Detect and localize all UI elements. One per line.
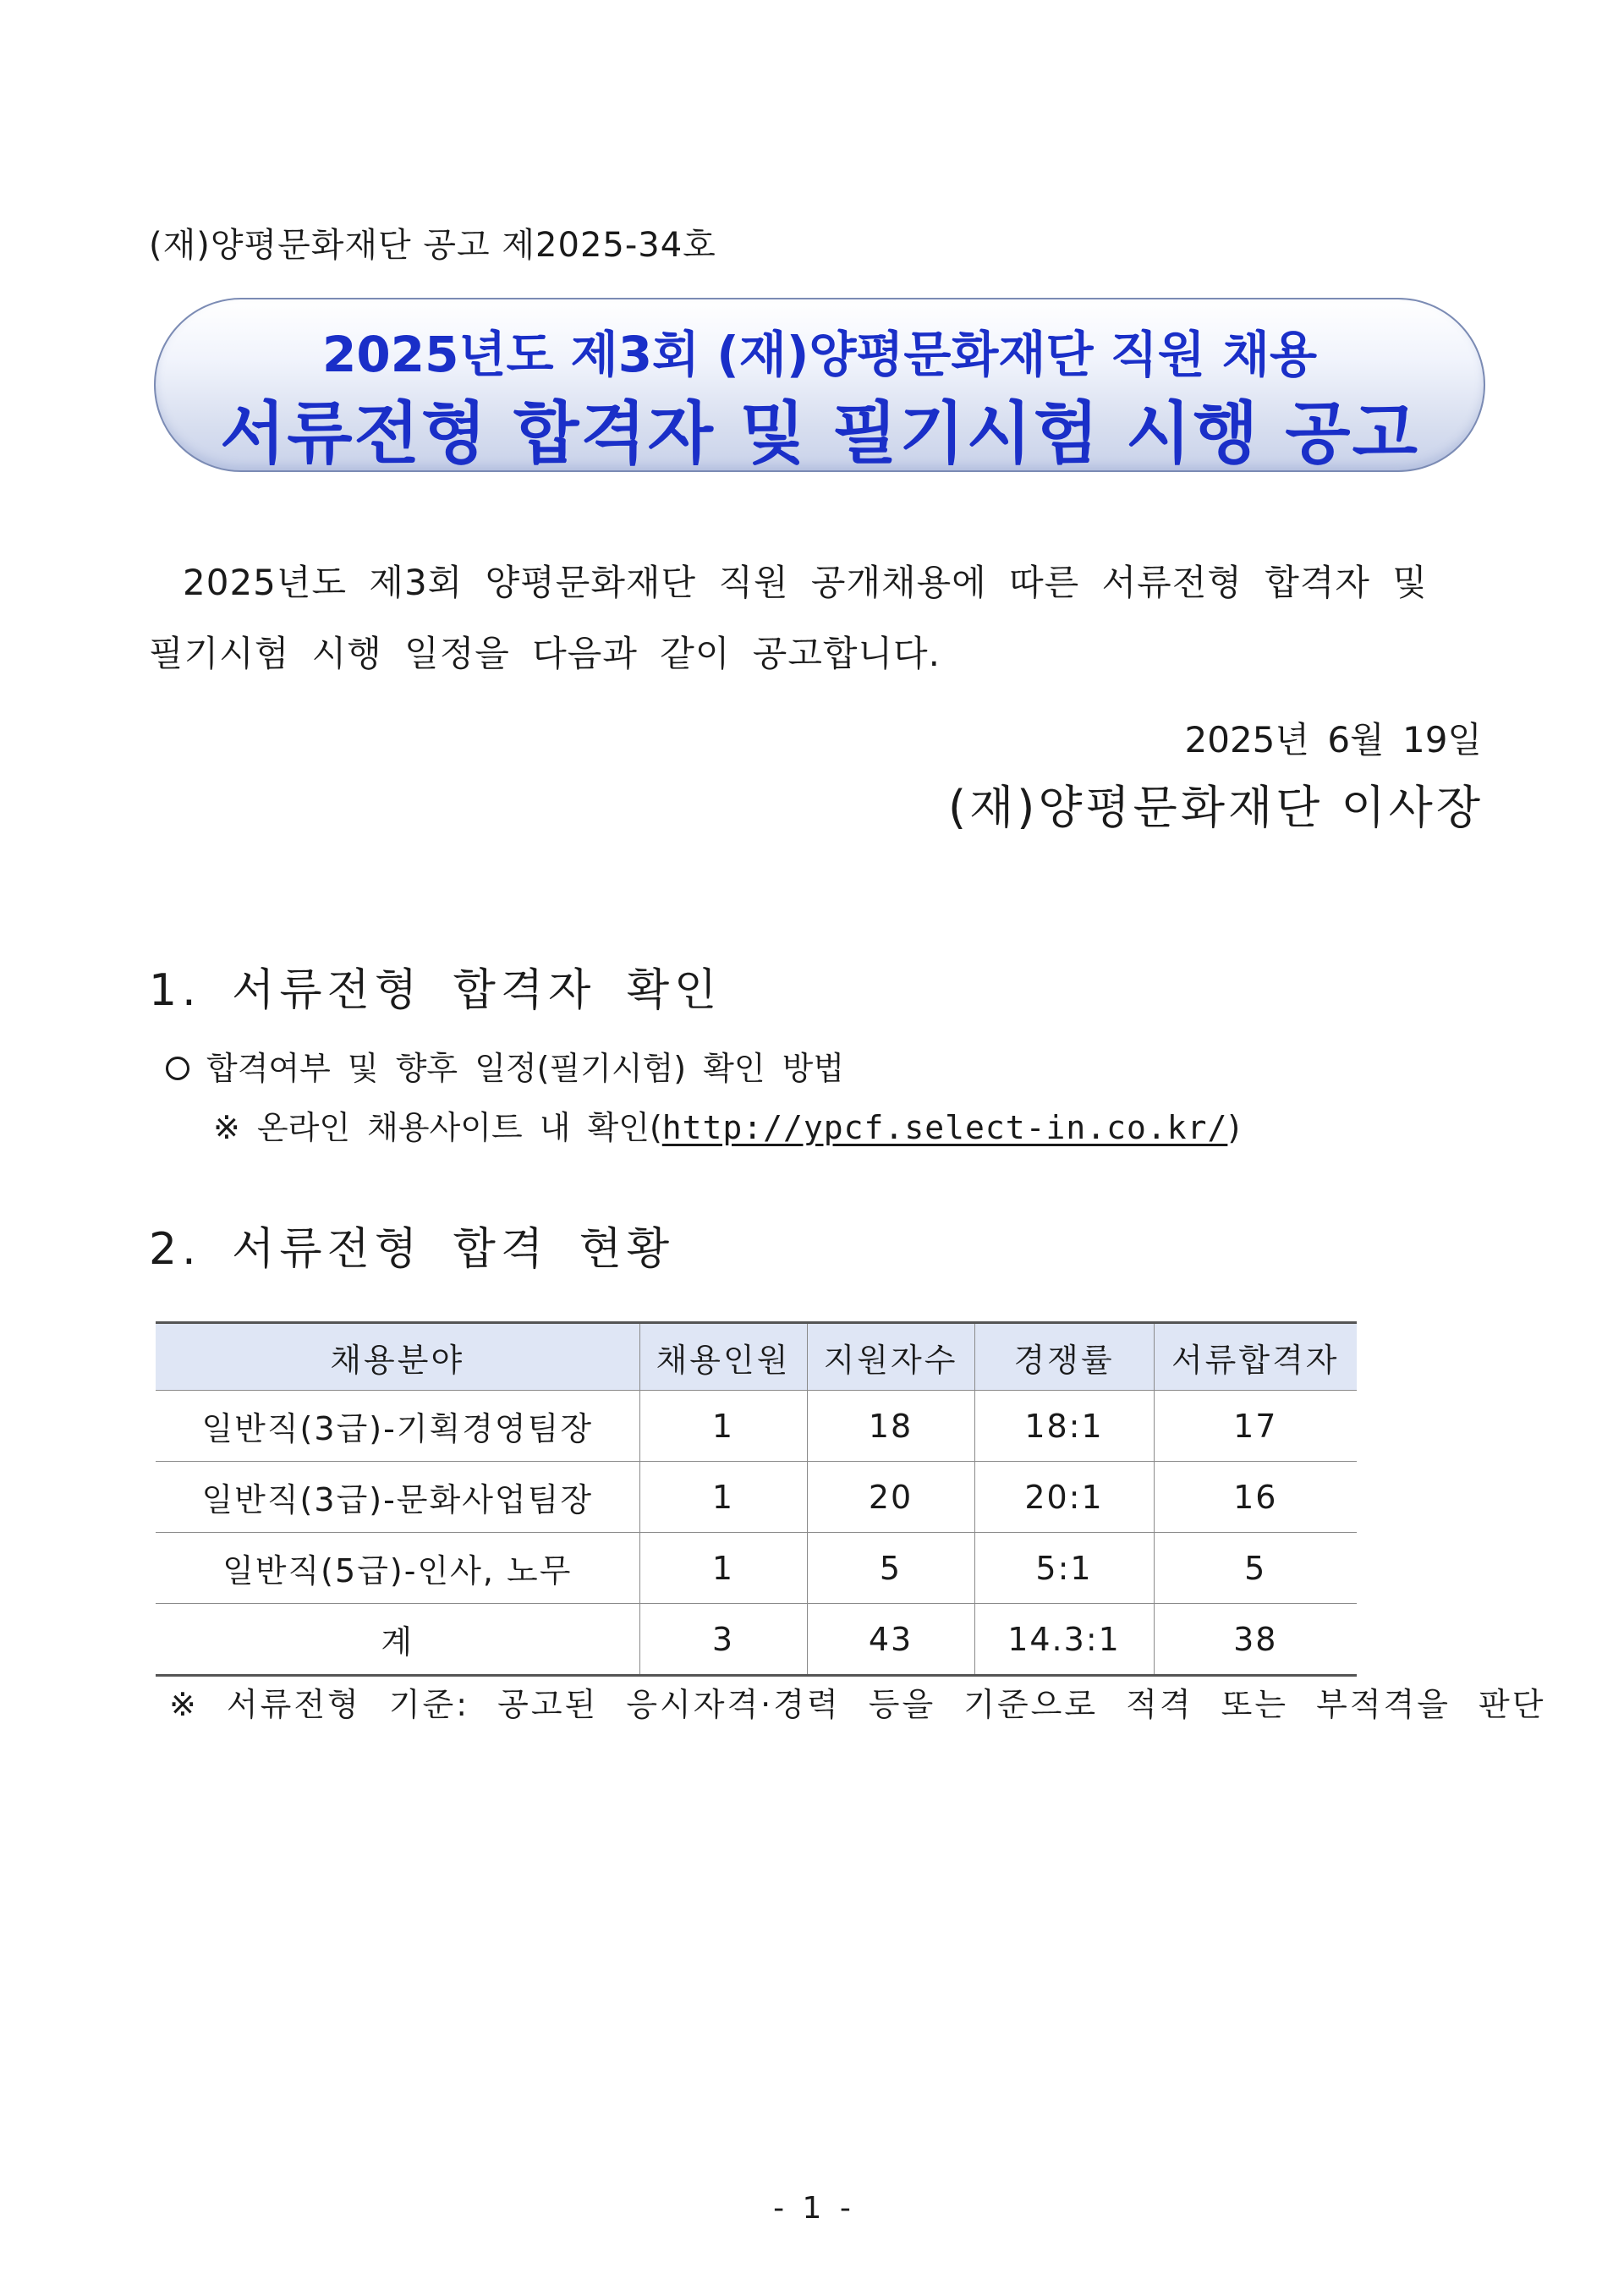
table-cell: 38 [1154, 1604, 1357, 1676]
issuer-signature: (재)양평문화재단 이사장 [948, 781, 1484, 834]
results-table [156, 1321, 1357, 1677]
table-cell: 1 [639, 1533, 807, 1604]
table-cell: 18:1 [974, 1391, 1154, 1462]
table-total-row [156, 1604, 1357, 1676]
table-cell: 20 [807, 1462, 974, 1533]
table-cell: 일반직(3급)-기획경영팀장 [156, 1391, 639, 1462]
note-suffix: ) [1227, 1109, 1241, 1146]
table-cell: 17 [1154, 1391, 1357, 1462]
table-cell: 1 [639, 1462, 807, 1533]
title-line-1: 2025년도 제3회 (재)양평문화재단 직원 채용 [322, 326, 1317, 383]
table-cell: 16 [1154, 1462, 1357, 1533]
column-header-field: 채용분야 [156, 1323, 639, 1391]
intro-line-2: 필기시험 시행 일정을 다음과 같이 공고합니다. [149, 633, 941, 674]
note-prefix: ※ 온라인 채용사이트 내 확인( [213, 1109, 662, 1146]
table-cell: 5 [1154, 1533, 1357, 1604]
table-row [156, 1533, 1357, 1604]
circle-bullet-icon [166, 1057, 189, 1080]
table-cell: 43 [807, 1604, 974, 1676]
table-cell: 14.3:1 [974, 1604, 1154, 1676]
table-cell: 계 [156, 1604, 639, 1676]
table-row [156, 1391, 1357, 1462]
table-row [156, 1462, 1357, 1533]
column-header-passed: 서류합격자 [1154, 1323, 1357, 1391]
table-cell: 일반직(5급)-인사, 노무 [156, 1533, 639, 1604]
section-2-heading: 2. 서류전형 합격 현황 [149, 1224, 675, 1275]
bullet-text: 합격여부 및 향후 일정(필기시험) 확인 방법 [206, 1050, 845, 1087]
table-header-row [156, 1323, 1357, 1391]
page-number: - 1 - [773, 2191, 851, 2226]
table-cell: 18 [807, 1391, 974, 1462]
bullet-item [166, 1042, 844, 1089]
table-cell: 1 [639, 1391, 807, 1462]
table-cell: 일반직(3급)-문화사업팀장 [156, 1462, 639, 1533]
notice-date: 2025년 6월 19일 [1184, 719, 1482, 760]
column-header-applicants: 지원자수 [807, 1323, 974, 1391]
table-cell: 20:1 [974, 1462, 1154, 1533]
intro-line-1: 2025년도 제3회 양평문화재단 직원 공개채용에 따른 서류전형 합격자 및 [183, 562, 1428, 603]
notice-number: (재)양평문화재단 공고 제2025-34호 [149, 226, 716, 265]
screening-criteria-note: ※ 서류전형 기준: 공고된 응시자격·경력 등을 기준으로 적격 또는 부적격을 판단 [169, 1686, 1546, 1723]
column-header-openings: 채용인원 [639, 1323, 807, 1391]
table-cell: 5 [807, 1533, 974, 1604]
recruitment-site-link[interactable]: http://ypcf.select-in.co.kr/ [661, 1109, 1228, 1146]
table-cell: 3 [639, 1604, 807, 1676]
section-1-heading: 1. 서류전형 합격자 확인 [149, 965, 722, 1016]
online-check-note [213, 1101, 1240, 1148]
column-header-competition-rate: 경쟁률 [974, 1323, 1154, 1391]
title-line-2: 서류전형 합격자 및 필기시험 시행 공고 [220, 394, 1419, 473]
table-cell: 5:1 [974, 1533, 1154, 1604]
